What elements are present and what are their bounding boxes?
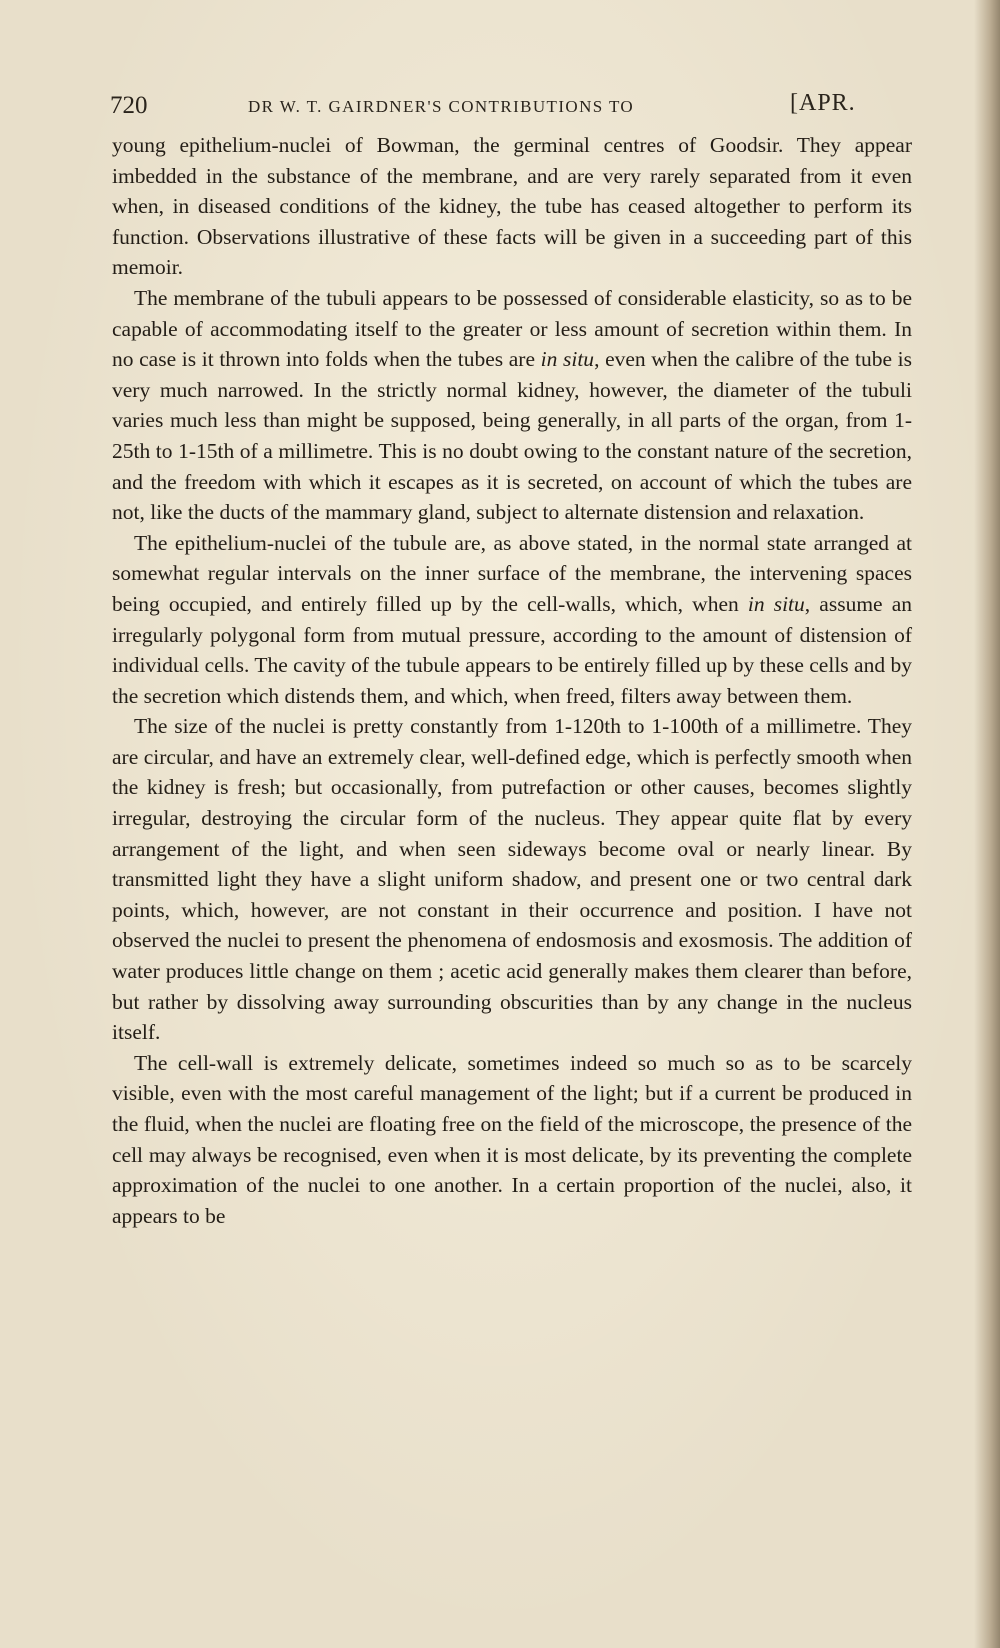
italic-phrase: in situ <box>747 591 805 616</box>
paragraph-text: , even when the calibre of the tube is very much narrowed. In the strictly normal kidney, however, the diameter of the tubuli varies much less than might be supposed, being generally, in all parts of the organ, from 1-25th to 1-15th of a millimetre. This is no doubt owing to the constant nature of the secretion, and the freedom with which it escapes as it is secreted, on account of which the tubes are not, like the ducts of the mammary gland, subject to alternate distension and relaxation. <box>112 347 912 525</box>
paragraph-5 <box>112 1048 912 1232</box>
header-month: [APR. <box>790 90 856 116</box>
paragraph-text: The membrane of the tubuli appears to be possessed of considerable elasticity, so as to be capable of accommodating itself to the greater or less amount of secretion within them. In no case is it thrown into folds when the tubes are <box>112 285 912 372</box>
paragraph-1 <box>112 130 912 283</box>
italic-phrase: in situ <box>540 347 595 372</box>
page-edge-shadow <box>974 0 1000 1648</box>
paragraph-4 <box>112 711 912 1048</box>
paragraph-text: The cell-wall is extremely delicate, sometimes indeed so much so as to be scarcely visible, even with the most careful management of the light; but if a current be produced in the fluid, when the nuclei are floating free on the field of the microscope, the presence of the cell may always be recognised, even when it is most delicate, by its preventing the complete approximation of the nuclei to one another. In a certain proportion of the nuclei, also, it appears to be <box>112 1050 912 1228</box>
body-text <box>112 130 912 1231</box>
paragraph-text: , assume an irregularly polygonal form from mutual pressure, according to the amount of distension of individual cells. The cavity of the tubule appears to be entirely filled up by these cells and by the secretion which distends them, and which, when freed, filters away between them. <box>112 591 913 708</box>
running-title: DR W. T. GAIRDNER'S CONTRIBUTIONS TO <box>248 97 635 116</box>
paragraph-text: young epithelium-nuclei of Bowman, the germinal centres of Goodsir. They appear imbedded in the substance of the membrane, and are very rarely separated from it even when, in diseased conditions of the kidney, the tube has ceased altogether to perform its function. Observations illustrative of these facts will be given in a succeeding part of this memoir. <box>112 133 912 280</box>
paragraph-3 <box>112 528 912 712</box>
paragraph-2 <box>112 283 912 528</box>
paragraph-text: The size of the nuclei is pretty constantly from 1-120th to 1-100th of a millimetre. They are circular, and have an extremely clear, well-defined edge, which is perfectly smooth when the kidney is fresh; but occasionally, from putrefaction or other causes, becomes slightly irregular, destroying the circular form of the nucleus. They appear quite flat by every arrangement of the light, and when seen sideways become oval or nearly linear. By transmitted light they have a slight uniform shadow, and present one or two central dark points, which, however, are not constant in their occurrence and position. I have not observed the nuclei to present the phenomena of endosmosis and exosmosis. The addition of water produces little change on them ; acetic acid generally makes them clearer than before, but rather by dissolving away surrounding obscurities than by any change in the nucleus itself. <box>112 714 912 1045</box>
paragraph-text: The epithelium-nuclei of the tubule are, as above stated, in the normal state arranged at somewhat regular intervals on the inner surface of the membrane, the intervening spaces being occupied, and entirely filled up by the cell-walls, which, when <box>112 530 912 616</box>
page-number: 720 <box>110 92 148 119</box>
page-header <box>110 92 910 132</box>
